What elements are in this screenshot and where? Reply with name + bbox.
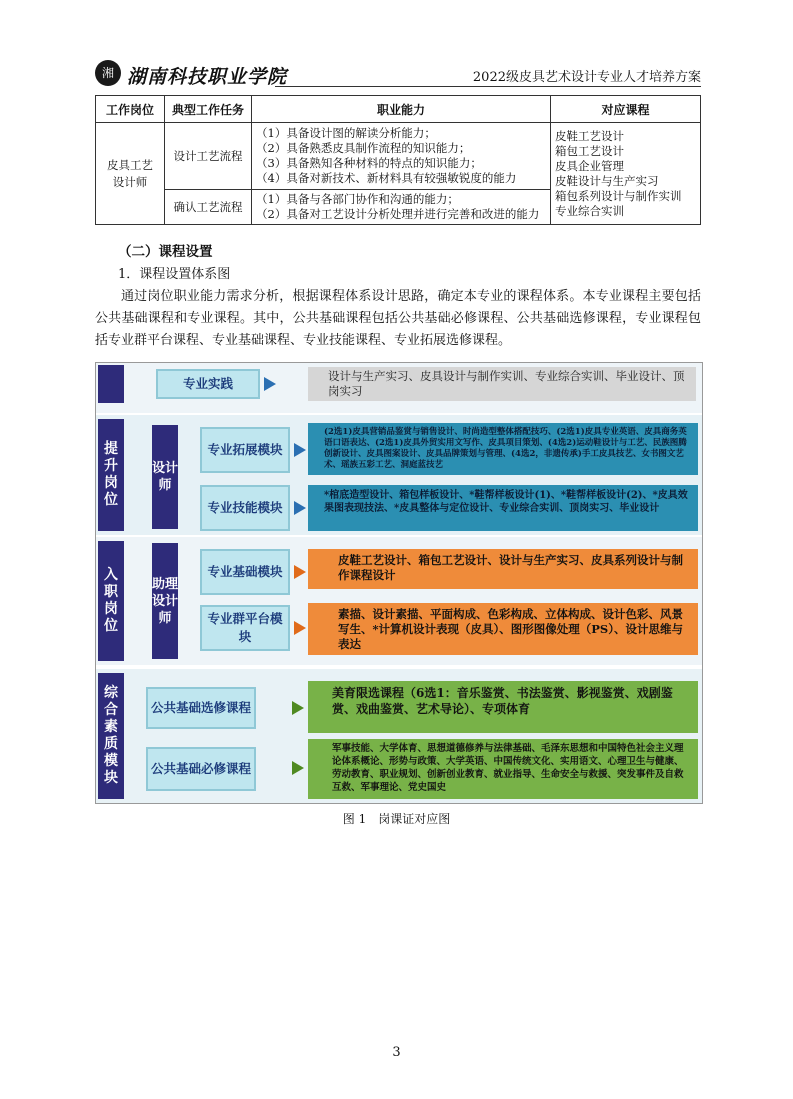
col-header-task: 典型工作任务 [165, 96, 252, 123]
module-platform: 专业群平台模块 [200, 605, 290, 651]
module-extension: 专业拓展模块 [200, 427, 290, 473]
cell-courses [551, 123, 701, 225]
figure-caption: 图 1 岗课证对应图 [342, 812, 451, 826]
ability-item: （3）具备熟知各种材料的特点的知识能力； [256, 156, 482, 170]
practice-side-block [98, 365, 124, 403]
sublabel-assistant-designer: 助理设计师 [152, 543, 178, 659]
subsection-title: 1．课程设置体系图 [118, 267, 231, 282]
arrow-right-icon [294, 621, 306, 635]
col-header-ability: 职业能力 [252, 96, 551, 123]
ability-item: （1）具备设计图的解读分析能力； [256, 126, 436, 140]
cell-task: 确认工艺流程 [165, 190, 252, 225]
section-title: （二）课程设置 [118, 244, 213, 260]
header-divider [275, 86, 701, 87]
arrow-right-icon [292, 701, 304, 715]
school-name: 湖南科技职业学院 [127, 66, 288, 88]
ability-item: （2）具备对工艺设计分析处理并进行完善和改进的能力 [256, 207, 540, 221]
ability-item: （4）具备对新技术、新材料具有较强敏锐度的能力 [256, 171, 517, 185]
course-item: 箱包系列设计与制作实训 [555, 188, 682, 203]
panel-skills: *棺底造型设计、箱包样板设计、*鞋帮样板设计(1)、*鞋帮样板设计(2)、*皮具效果图表现技法、*皮具整体与定位设计、专业综合实训、顶岗实习、毕业设计 [308, 485, 698, 531]
page-header [95, 58, 701, 90]
group-label-entry: 入职岗位 [98, 541, 124, 661]
course-item: 皮鞋设计与生产实习 [555, 173, 659, 188]
panel-general-required: 军事技能、大学体育、思想道德修养与法律基础、毛泽东思想和中国特色社会主义理论体系概论、形势与政策、大学英语、中国传统文化、实用语文、心理卫生与健康、劳动教育、职业规划、创新创业教育、就业指导、生命安全与救援、突发事件及自救互救、军事理论、党史国史 [308, 739, 698, 799]
module-general-required: 公共基础必修课程 [146, 747, 256, 791]
col-header-course: 对应课程 [551, 96, 701, 123]
table-header-row [96, 96, 701, 123]
panel-foundation: 皮鞋工艺设计、箱包工艺设计、设计与生产实习、皮具系列设计与制作课程设计 [308, 549, 698, 589]
page-number: 3 [392, 1045, 401, 1060]
course-item: 箱包工艺设计 [555, 143, 624, 158]
arrow-right-icon [264, 377, 276, 391]
course-item: 皮鞋工艺设计 [555, 128, 624, 143]
panel-platform: 素描、设计素描、平面构成、色彩构成、立体构成、设计色彩、风景写生、*计算机设计表现（皮具）、图形图像处理（PS）、设计思维与表达 [308, 603, 698, 655]
course-item: 专业综合实训 [555, 203, 624, 218]
school-seal-icon: 湘 [95, 60, 121, 86]
module-skills: 专业技能模块 [200, 485, 290, 531]
sublabel-designer: 设计师 [152, 425, 178, 529]
job-ability-table [95, 95, 701, 225]
ability-item: （2）具备熟悉皮具制作流程的知识能力； [256, 141, 471, 155]
course-item: 皮具企业管理 [555, 158, 624, 173]
cell-task: 设计工艺流程 [165, 123, 252, 190]
panel-general-elective: 美育限选课程（6选1：音乐鉴赏、书法鉴赏、影视鉴赏、戏剧鉴赏、戏曲鉴赏、艺术导论）、专项体育 [308, 681, 698, 733]
module-general-elective: 公共基础选修课程 [146, 687, 256, 729]
arrow-right-icon [294, 565, 306, 579]
ability-item: （1）具备与各部门协作和沟通的能力； [256, 192, 459, 206]
group-label-advanced: 提升岗位 [98, 419, 124, 531]
document-title: 2022级皮具艺术设计专业人才培养方案 [472, 70, 701, 85]
table-row [96, 123, 701, 190]
curriculum-diagram [95, 362, 703, 804]
module-professional-practice: 专业实践 [156, 369, 260, 399]
panel-professional-practice: 设计与生产实习、皮具设计与制作实训、专业综合实训、毕业设计、顶岗实习 [308, 367, 696, 401]
module-foundation: 专业基础模块 [200, 549, 290, 595]
arrow-right-icon [292, 761, 304, 775]
body-paragraph: 通过岗位职业能力需求分析，根据课程体系设计思路，确定本专业的课程体系。本专业课程主要包括公共基础课程和专业课程。其中，公共基础课程包括公共基础必修课程、公共基础选修课程，专业课程包括专业群平台课程、专业基础课程、专业技能课程、专业拓展选修课程。 [95, 289, 701, 348]
cell-abilities [252, 123, 551, 190]
panel-extension: (2选1)皮具营销品鉴赏与销售设计、时尚造型整体搭配技巧、(2选1)皮具专业英语、皮具商务英语口语表达、(2选1)皮具外贸实用文写作、皮具项目策划、(4选2)运动鞋设计与工艺、民族图腾创新设计、皮具图案设计、皮具品牌策划与管理、(4选2，非遗传承)手工皮具技艺、女书图文艺术、瑶族五彩工艺、洞庭蓝技艺 [308, 423, 698, 475]
col-header-position: 工作岗位 [96, 96, 165, 123]
cell-abilities [252, 190, 551, 225]
group-label-general: 综合素质模块 [98, 673, 124, 799]
cell-position: 皮具工艺设计师 [96, 123, 165, 225]
arrow-right-icon [294, 443, 306, 457]
arrow-right-icon [294, 501, 306, 515]
